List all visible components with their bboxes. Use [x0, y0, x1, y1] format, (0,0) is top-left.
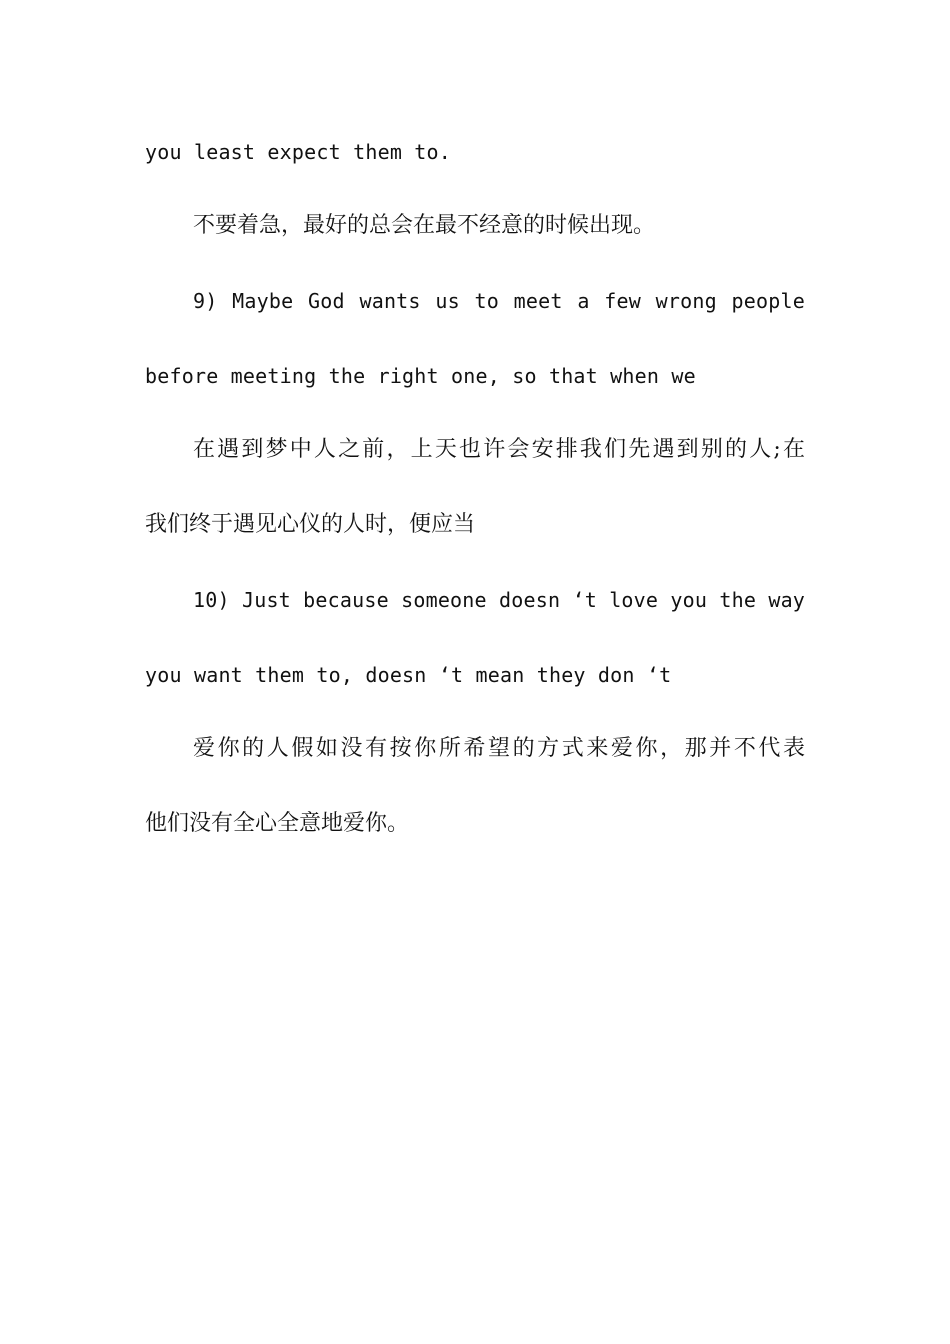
text-line-3: 9) Maybe God wants us to meet a few wrong people — [193, 289, 805, 313]
text-line-2: 不要着急，最好的总会在最不经意的时候出现。 — [193, 213, 656, 238]
text-line-5: 在遇到梦中人之前，上天也许会安排我们先遇到别的人;在 — [193, 437, 805, 462]
text-line-7: 10) Just because someone doesn ‘t love you the way — [193, 588, 805, 612]
text-line-4: before meeting the right one, so that when we — [145, 364, 696, 388]
text-line-9: 爱你的人假如没有按你所希望的方式来爱你，那并不代表 — [193, 736, 805, 761]
text-line-8: you want them to, doesn ‘t mean they don ‘t — [145, 663, 672, 687]
text-line-10: 他们没有全心全意地爱你。 — [145, 811, 410, 836]
text-line-6: 我们终于遇见心仪的人时，便应当 — [145, 512, 476, 537]
text-line-1: you least expect them to. — [145, 140, 452, 164]
